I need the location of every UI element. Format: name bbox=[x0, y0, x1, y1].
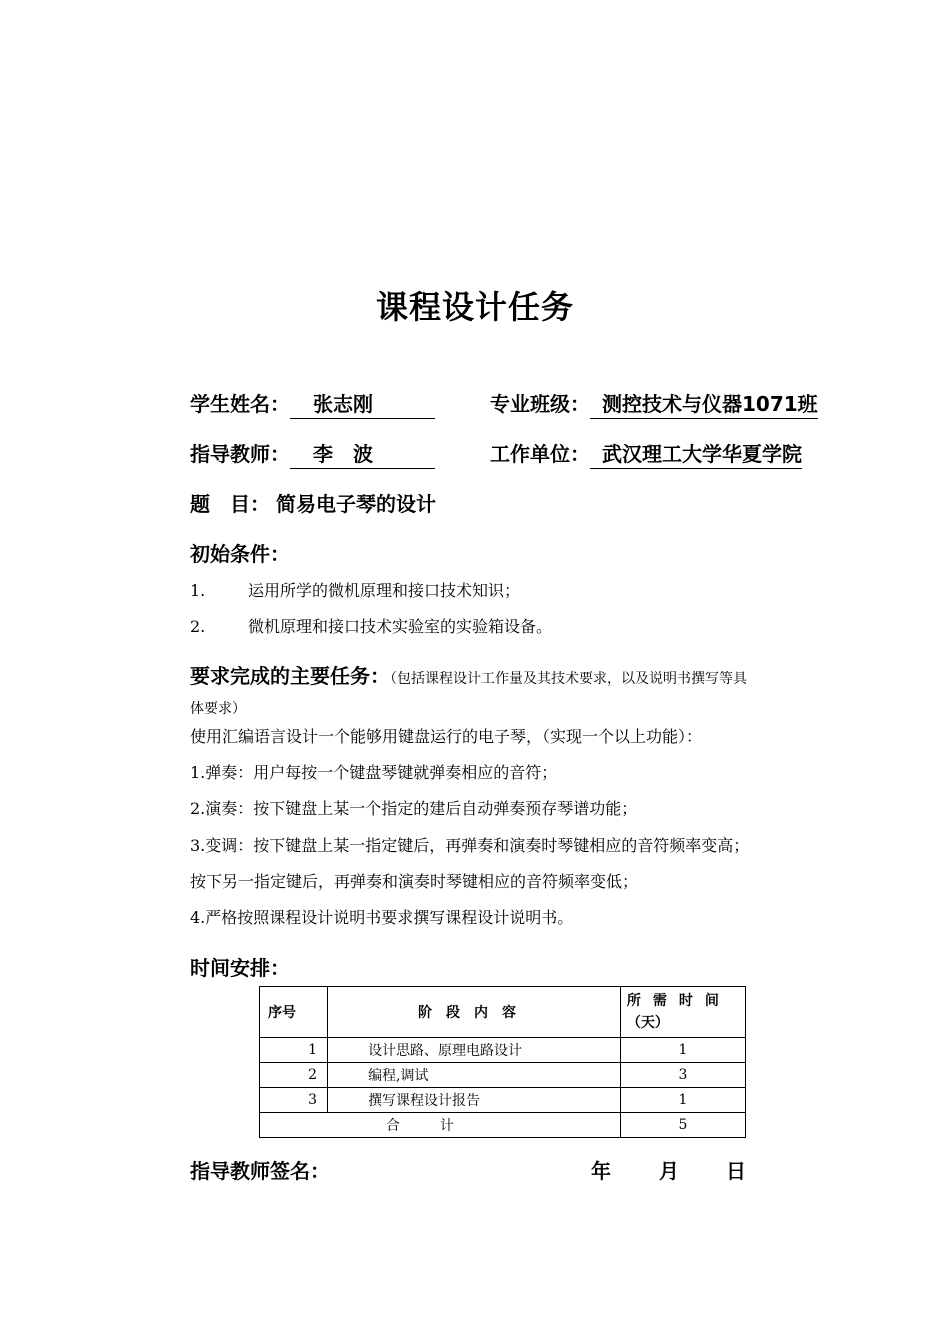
table-row bbox=[260, 1063, 746, 1088]
row-days: 3 bbox=[620, 1063, 745, 1088]
row-days: 1 bbox=[620, 1088, 745, 1113]
row-no: 3 bbox=[260, 1088, 328, 1113]
row-no: 1 bbox=[260, 1038, 328, 1063]
total-days: 5 bbox=[620, 1113, 745, 1138]
row-days: 1 bbox=[620, 1038, 745, 1063]
requirement-line: 按下另一指定键后，再弹奏和演奏时琴键相应的音符频率变低； bbox=[190, 872, 639, 891]
teacher-name: 李 波 bbox=[290, 438, 435, 469]
header-content: 阶段内容 bbox=[328, 987, 621, 1038]
unit-value: 武汉理工大学华夏学院 bbox=[590, 438, 802, 469]
item-text: 微机原理和接口技术实验室的实验箱设备。 bbox=[248, 617, 553, 636]
signature-label: 指导教师签名： bbox=[190, 1159, 330, 1183]
requirement-line: 4.严格按照课程设计说明书要求撰写课程设计说明书。 bbox=[190, 908, 574, 927]
item-text: 运用所学的微机原理和接口技术知识； bbox=[248, 581, 521, 600]
unit-row bbox=[490, 438, 802, 469]
topic-label: 题 目： bbox=[190, 492, 270, 516]
row-content: 编程,调试 bbox=[328, 1063, 621, 1088]
requirements-note: （包括课程设计工作量及其技术要求，以及说明书撰写等具 bbox=[390, 671, 747, 687]
topic-row bbox=[190, 488, 436, 517]
schedule-table bbox=[259, 986, 746, 1138]
student-name: 张志刚 bbox=[290, 388, 435, 419]
table-total-row bbox=[260, 1113, 746, 1138]
initial-heading: 初始条件： bbox=[190, 542, 290, 566]
requirements-note-cont: 体要求） bbox=[190, 701, 246, 717]
row-no: 2 bbox=[260, 1063, 328, 1088]
row-content: 撰写课程设计报告 bbox=[328, 1088, 621, 1113]
item-number: 2. bbox=[190, 617, 206, 636]
unit-label: 工作单位： bbox=[490, 442, 590, 466]
page-title: 课程设计任务 bbox=[375, 288, 574, 326]
teacher-row bbox=[190, 438, 435, 469]
signature-day: 日 bbox=[726, 1159, 746, 1183]
header-days: 所需时间 （天） bbox=[620, 987, 745, 1038]
signature-year: 年 bbox=[591, 1159, 611, 1183]
requirement-line: 3.变调：按下键盘上某一指定键后，再弹奏和演奏时琴键相应的音符频率变高； bbox=[190, 836, 750, 855]
table-row bbox=[260, 1038, 746, 1063]
major-value: 测控技术与仪器1071班 bbox=[590, 388, 818, 419]
student-label: 学生姓名： bbox=[190, 392, 290, 416]
table-header-row bbox=[260, 987, 746, 1038]
row-content: 设计思路、原理电路设计 bbox=[328, 1038, 621, 1063]
signature-month: 月 bbox=[659, 1159, 679, 1183]
header-no: 序号 bbox=[260, 987, 328, 1038]
item-number: 1. bbox=[190, 581, 206, 600]
table-row bbox=[260, 1088, 746, 1113]
total-label: 合计 bbox=[260, 1113, 621, 1138]
requirements-heading: 要求完成的主要任务：（包括课程设计工作量及其技术要求，以及说明书撰写等具 bbox=[190, 664, 747, 688]
major-label: 专业班级： bbox=[490, 392, 590, 416]
major-row bbox=[490, 388, 818, 419]
requirement-line: 使用汇编语言设计一个能够用键盘运行的电子琴，（实现一个以上功能）： bbox=[190, 727, 703, 746]
student-row bbox=[190, 388, 435, 419]
requirement-line: 2.演奏：按下键盘上某一个指定的建后自动弹奏预存琴谱功能； bbox=[190, 799, 638, 818]
initial-item bbox=[190, 614, 552, 637]
requirement-line: 1.弹奏：用户每按一个键盘琴键就弹奏相应的音符； bbox=[190, 763, 558, 782]
topic-value: 简易电子琴的设计 bbox=[276, 492, 436, 516]
schedule-heading: 时间安排： bbox=[190, 956, 290, 980]
initial-item bbox=[190, 578, 520, 601]
teacher-label: 指导教师： bbox=[190, 442, 290, 466]
